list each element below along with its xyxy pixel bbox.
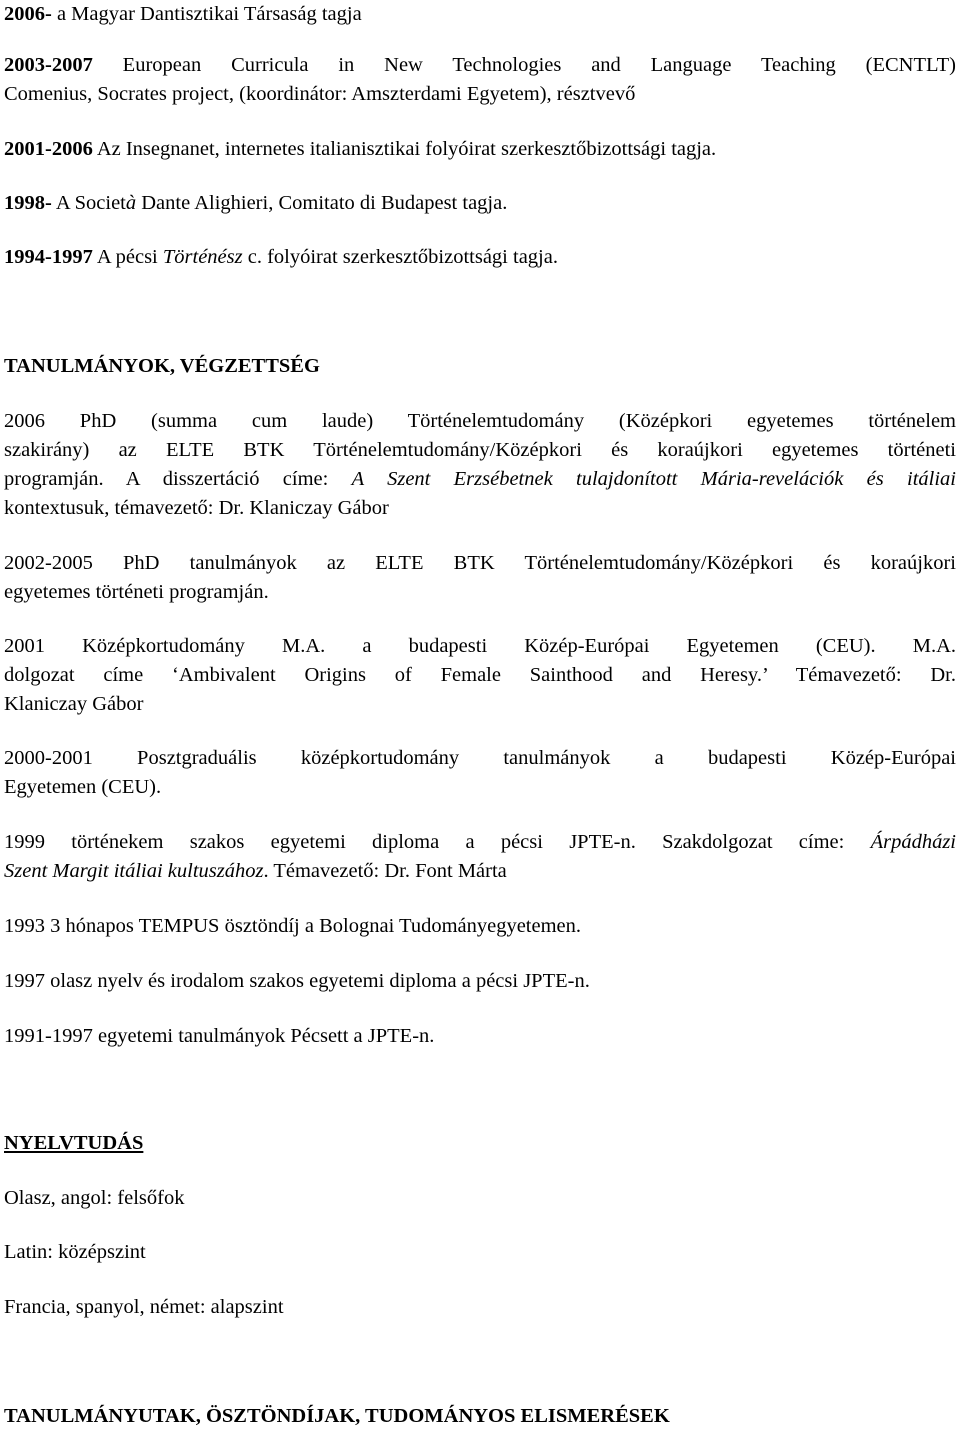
study-2001-ma <box>4 632 956 719</box>
membership-1994-1997 <box>4 243 956 272</box>
membership-2001-2006 <box>4 135 956 164</box>
membership-year: 2003-2007 <box>4 54 93 76</box>
study-line: 1999 történekem szakos egyetemi diploma a pécsi JPTE-n. Szakdolgozat címe: <box>4 831 871 853</box>
thesis-title: Árpádházi <box>870 831 956 853</box>
thesis-title: Szent Margit itáliai kultuszához <box>4 860 264 882</box>
membership-text: A pécsi <box>92 246 163 268</box>
language-item: Francia, spanyol, német: alapszint <box>4 1296 284 1318</box>
study-line: Egyetemen (CEU). <box>4 776 162 798</box>
membership-year: 2006- <box>4 3 52 25</box>
language-item: Latin: középszint <box>4 1241 146 1263</box>
membership-text: European Curricula in New Technologies and Language Teaching (ECNTLT) <box>92 54 956 76</box>
study-line: 2006 PhD (summa cum laude) Történelemtudomány (Középkori egyetemes történelem <box>4 410 956 432</box>
membership-1998 <box>4 189 956 218</box>
membership-text: Dante Alighieri, Comitato di Budapest tagja. <box>136 192 508 214</box>
membership-year: 1998- <box>4 192 52 214</box>
section-heading-studies: TANULMÁNYOK, VÉGZETTSÉG <box>4 355 320 377</box>
membership-year: 2001-2006 <box>4 138 93 160</box>
study-line: szakirány) az ELTE BTK Történelemtudomány/Középkori és koraújkori egyetemes történeti <box>4 439 956 461</box>
membership-text: a Magyar Dantisztikai Társaság tagja <box>51 3 362 25</box>
study-line: dolgozat címe ‘Ambivalent Origins of Female Sainthood and Heresy.’ Témavezető: Dr. <box>4 664 956 686</box>
study-2002-2005 <box>4 549 956 607</box>
language-item: Olasz, angol: felsőfok <box>4 1187 185 1209</box>
study-line: . Témavezető: Dr. Font Márta <box>263 860 507 882</box>
section-heading-languages: NYELVTUDÁS <box>4 1132 144 1154</box>
journal-title: Történész <box>162 246 243 268</box>
study-2006-phd <box>4 407 956 523</box>
study-1993-tempus: 1993 3 hónapos TEMPUS ösztöndíj a Bolognai Tudományegyetemen. <box>4 915 582 937</box>
membership-text: A Societ <box>51 192 126 214</box>
study-line: 2000-2001 Posztgraduális középkortudomány tanulmányok a budapesti Közép-Európai <box>4 747 956 769</box>
membership-text-cont: Comenius, Socrates project, (koordinátor: Amszterdami Egyetem), résztvevő <box>4 83 636 105</box>
study-line: programján. A disszertáció címe: <box>4 468 352 490</box>
membership-text: Az Insegnanet, internetes italianisztikai folyóirat szerkesztőbizottsági tagja. <box>92 138 717 160</box>
membership-2006 <box>4 0 956 29</box>
membership-2003-2007 <box>4 51 956 109</box>
study-line: kontextusuk, témavezető: Dr. Klaniczay Gábor <box>4 497 389 519</box>
study-1997-diploma: 1997 olasz nyelv és irodalom szakos egyetemi diploma a pécsi JPTE-n. <box>4 970 590 992</box>
membership-text-italic: à <box>125 192 137 214</box>
study-line: Klaniczay Gábor <box>4 693 144 715</box>
study-2000-2001 <box>4 744 956 802</box>
study-1991-1997: 1991-1997 egyetemi tanulmányok Pécsett a JPTE-n. <box>4 1025 435 1047</box>
membership-text: c. folyóirat szerkesztőbizottsági tagja. <box>242 246 558 268</box>
section-heading-awards: TANULMÁNYUTAK, ÖSZTÖNDÍJAK, TUDOMÁNYOS ELISMERÉSEK <box>4 1405 670 1427</box>
membership-year: 1994-1997 <box>4 246 93 268</box>
dissertation-title: A Szent Erzsébetnek tulajdonított Mária-revelációk és itáliai <box>351 468 956 490</box>
study-1999-diploma <box>4 828 956 886</box>
study-line: 2001 Középkortudomány M.A. a budapesti Közép-Európai Egyetemen (CEU). M.A. <box>4 635 956 657</box>
study-line: egyetemes történeti programján. <box>4 581 269 603</box>
study-line: 2002-2005 PhD tanulmányok az ELTE BTK Történelemtudomány/Középkori és koraújkori <box>4 552 956 574</box>
